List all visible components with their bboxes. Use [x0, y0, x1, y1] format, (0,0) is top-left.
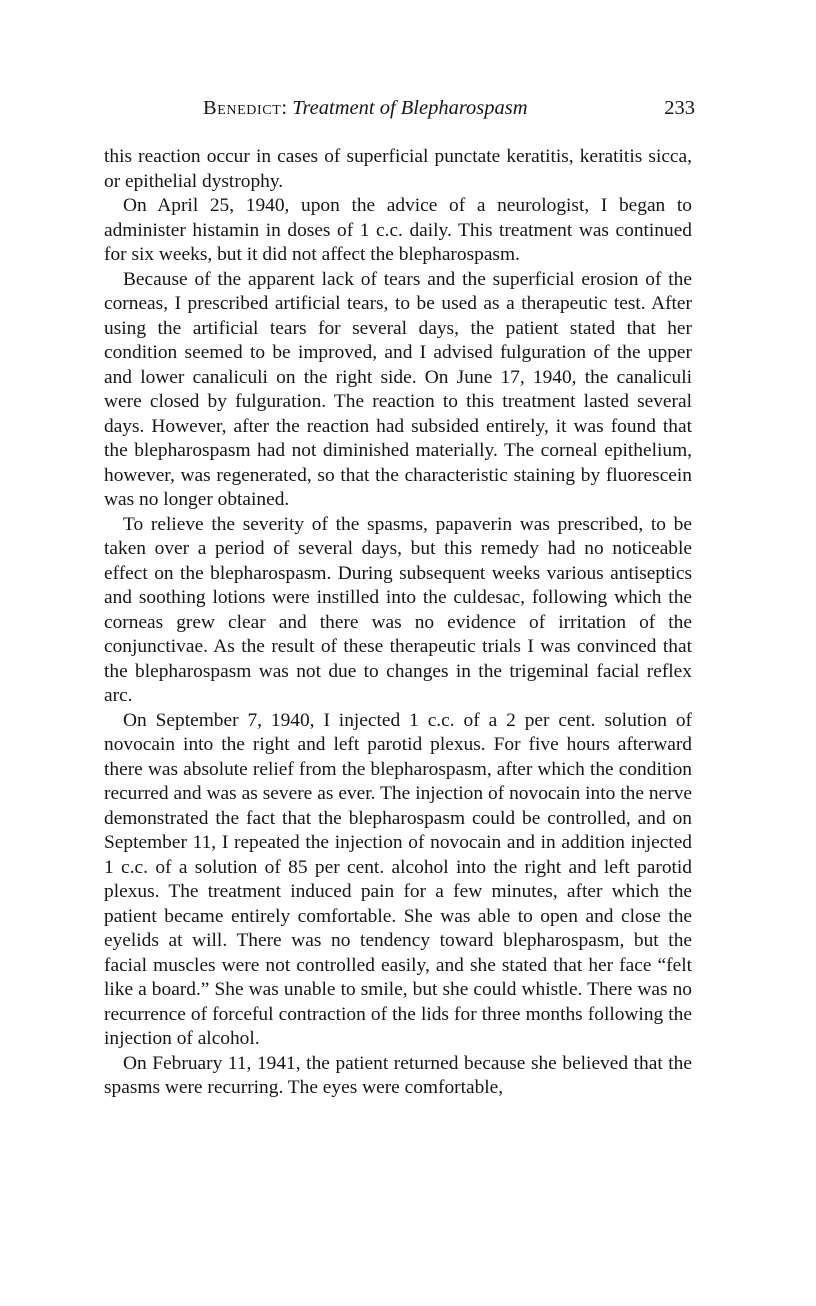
running-title: [203, 97, 528, 120]
header-author: Benedict: [203, 97, 282, 119]
running-header: [203, 97, 695, 127]
paragraph-artificial-tears: Because of the apparent lack of tears and the superficial erosion of the corneas, I prescribed artificial tears, to be used as a therapeutic test. After using the artificial tears for several days, the patient stated that her condition seemed to be improved, and I advised fulguration of the upper and lower canaliculi on the right side. On June 17, 1940, the canaliculi were closed by fulguration. The reaction to this treatment lasted several days. However, after the reaction had subsided entirely, it was found that the blepharospasm had not diminished materially. The corneal epithelium, however, was regenerated, so that the characteristic staining by fluorescein was no longer obtained.: [104, 268, 692, 510]
paragraph-recurrence: On February 11, 1941, the patient returned because she believed that the spasms were recurring. The eyes were comfortable,: [104, 1052, 692, 1098]
paragraph-continued: this reaction occur in cases of superficial punctate keratitis, keratitis sicca, or epithelial dystrophy.: [104, 146, 692, 192]
header-title: Treatment of Blepharospasm: [292, 97, 528, 119]
header-separator: :: [281, 97, 293, 119]
paragraph-histamin: On April 25, 1940, upon the advice of a neurologist, I began to administer histamin in doses of 1 c.c. daily. This treatment was continued for six weeks, but it did not affect the blepharospasm.: [104, 195, 692, 265]
paragraph-papaverin: To relieve the severity of the spasms, papaverin was prescribed, to be taken over a period of several days, but this remedy had no noticeable effect on the blepharospasm. During subsequent weeks various antiseptics and soothing lotions were instilled into the culdesac, following which the corneas grew clear and there was no evidence of irritation of the conjunctivae. As the result of these therapeutic trials I was convinced that the blepharospasm was not due to changes in the trigeminal facial reflex arc.: [104, 513, 692, 706]
article-body: [104, 145, 692, 1101]
paragraph-novocain: On September 7, 1940, I injected 1 c.c. of a 2 per cent. solution of novocain into the right and left parotid plexus. For five hours afterward there was absolute relief from the blepharospasm, after which the condition recurred and was as severe as ever. The injection of novocain into the nerve demonstrated the fact that the blepharospasm could be controlled, and on September 11, I repeated the injection of novocain and in addition injected 1 c.c. of a solution of 85 per cent. alcohol into the right and left parotid plexus. The treatment induced pain for a few minutes, after which the patient became entirely comfortable. She was able to open and close the eyelids at will. There was no tendency toward blepharospasm, but the facial muscles were not controlled easily, and she stated that her face “felt like a board.” She was unable to smile, but she could whistle. There was no recurrence of forceful contraction of the lids for three months following the injection of alcohol.: [104, 709, 692, 1049]
page-number: 233: [664, 97, 695, 119]
